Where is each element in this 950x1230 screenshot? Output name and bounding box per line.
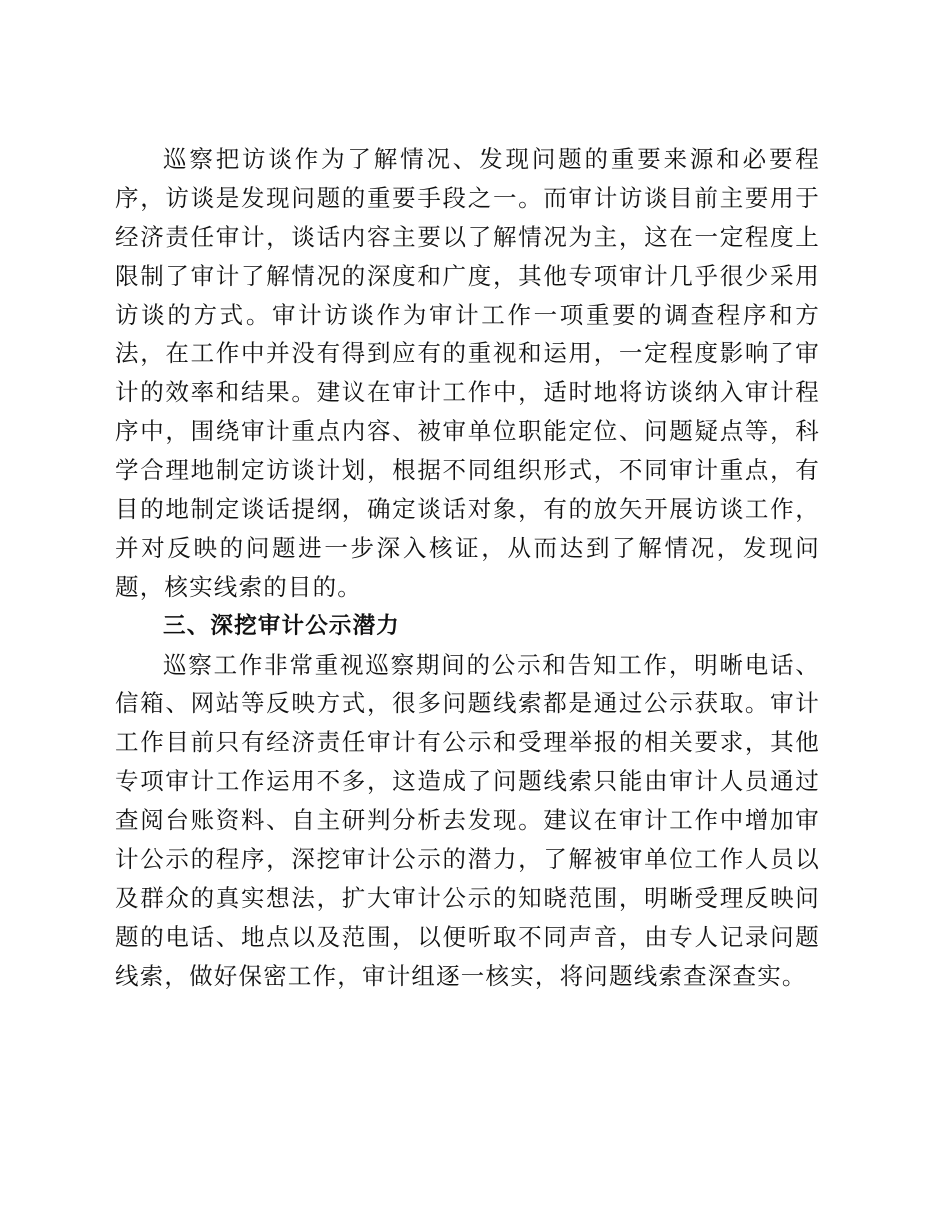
document-page [115, 140, 820, 996]
paragraph-line: 目的地制定谈话提纲，确定谈话对象，有的放矢开展访谈工作， [115, 495, 820, 524]
paragraph-line: 巡察把访谈作为了解情况、发现问题的重要来源和必要程 [163, 145, 820, 173]
paragraph-line: 学合理地制定访谈计划，根据不同组织形式，不同审计重点，有 [115, 456, 820, 485]
paragraph-line: 法，在工作中并没有得到应有的重视和运用，一定程度影响了审 [115, 339, 820, 368]
paragraph-line: 及群众的真实想法，扩大审计公示的知晓范围，明晰受理反映问 [115, 883, 820, 912]
paragraph-line: 序，访谈是发现问题的重要手段之一。而审计访谈目前主要用于 [115, 183, 820, 212]
paragraph-line: 专项审计工作运用不多，这造成了问题线索只能由审计人员通过 [115, 767, 820, 796]
paragraph-line: 查阅台账资料、自主研判分析去发现。建议在审计工作中增加审 [115, 806, 820, 835]
paragraph-line: 题，核实线索的目的。 [115, 572, 362, 601]
paragraph-line: 信箱、网站等反映方式，很多问题线索都是通过公示获取。审计 [115, 689, 820, 718]
paragraph-line: 题的电话、地点以及范围，以便听取不同声音，由专人记录问题 [115, 922, 820, 951]
paragraph-line: 线索，做好保密工作，审计组逐一核实，将问题线索查深查实。 [115, 961, 807, 990]
section-heading: 三、深挖审计公示潜力 [163, 612, 401, 639]
paragraph-line: 并对反映的问题进一步深入核证，从而达到了解情况，发现问 [115, 533, 820, 562]
paragraph-line: 经济责任审计，谈话内容主要以了解情况为主，这在一定程度上 [115, 222, 820, 251]
paragraph-line: 工作目前只有经济责任审计有公示和受理举报的相关要求，其他 [115, 728, 820, 757]
paragraph-line: 计公示的程序，深挖审计公示的潜力，了解被审单位工作人员以 [115, 845, 820, 874]
paragraph-line: 限制了审计了解情况的深度和广度，其他专项审计几乎很少采用 [115, 261, 820, 290]
paragraph-line: 序中，围绕审计重点内容、被审单位职能定位、问题疑点等，科 [115, 417, 820, 446]
paragraph-interview [115, 140, 820, 607]
paragraph-line: 计的效率和结果。建议在审计工作中，适时地将访谈纳入审计程 [115, 378, 820, 407]
paragraph-line: 巡察工作非常重视巡察期间的公示和告知工作，明晰电话、 [163, 650, 820, 679]
paragraph-publicity [115, 646, 820, 996]
paragraph-line: 访谈的方式。审计访谈作为审计工作一项重要的调查程序和方 [115, 300, 820, 329]
